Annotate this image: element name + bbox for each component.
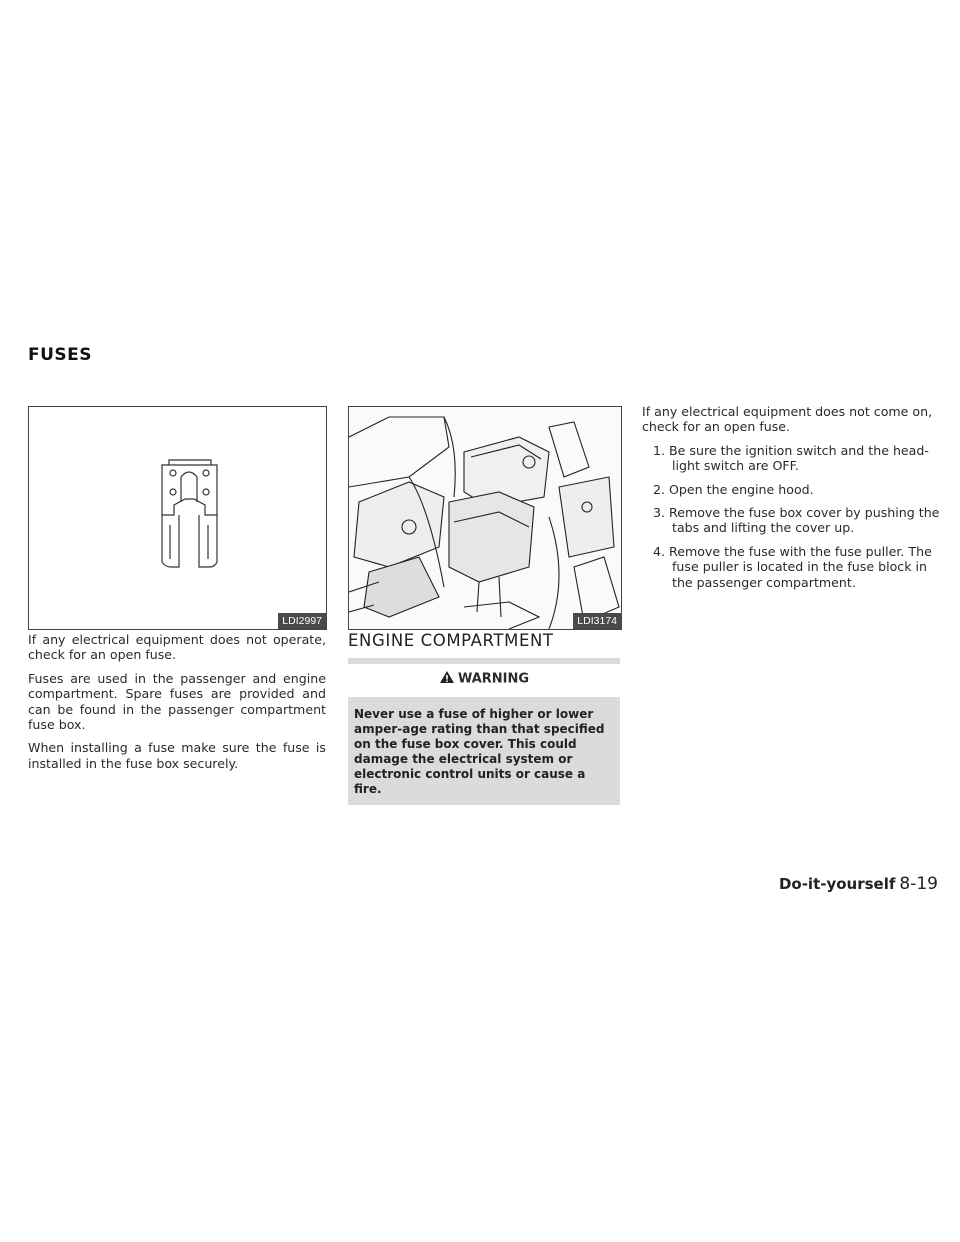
figure-label: LDI2997 xyxy=(278,613,326,629)
warning-icon xyxy=(439,670,455,688)
list-item: 1. Be sure the ignition switch and the head-light switch are OFF. xyxy=(653,442,929,474)
column-1-text xyxy=(28,632,326,779)
paragraph: When installing a fuse make sure the fuse is installed in the fuse box securely. xyxy=(28,740,326,771)
steps-list xyxy=(642,443,942,590)
warning-text: Never use a fuse of higher or lower amper-age rating than that specified on the fuse box cover. This could damage the electrical system or electronic control units or cause a fire. xyxy=(354,706,605,796)
list-item: 3. Remove the fuse box cover by pushing the tabs and lifting the cover up. xyxy=(653,505,940,536)
page-number: 8-19 xyxy=(899,874,938,894)
warning-title: WARNING xyxy=(457,672,530,688)
page-footer xyxy=(779,874,938,894)
engine-compartment-illustration xyxy=(349,407,621,629)
list-item: 4. Remove the fuse with the fuse puller. The fuse puller is located in the fuse block in the passenger compartment. xyxy=(653,543,932,590)
fuse-figure xyxy=(28,406,327,630)
warning-box xyxy=(348,658,620,804)
paragraph: If any electrical equipment does not operate, check for an open fuse. xyxy=(28,632,326,663)
section-title: FUSES xyxy=(28,345,93,365)
paragraph: If any electrical equipment does not come on, check for an open fuse. xyxy=(642,404,933,435)
fuse-illustration xyxy=(29,407,326,629)
list-item: 2. Open the engine hood. xyxy=(653,481,814,497)
paragraph: Fuses are used in the passenger and engine compartment. Spare fuses are provided and can be found in the passenger compartment fuse box. xyxy=(28,670,326,733)
column-3-text xyxy=(642,404,942,598)
warning-header xyxy=(348,658,620,696)
column-2-text xyxy=(348,633,620,805)
footer-section: Do-it-yourself xyxy=(778,875,896,893)
figure-label: LDI3174 xyxy=(573,613,621,629)
subsection-heading: ENGINE COMPARTMENT xyxy=(348,631,554,650)
engine-compartment-figure xyxy=(348,406,622,630)
